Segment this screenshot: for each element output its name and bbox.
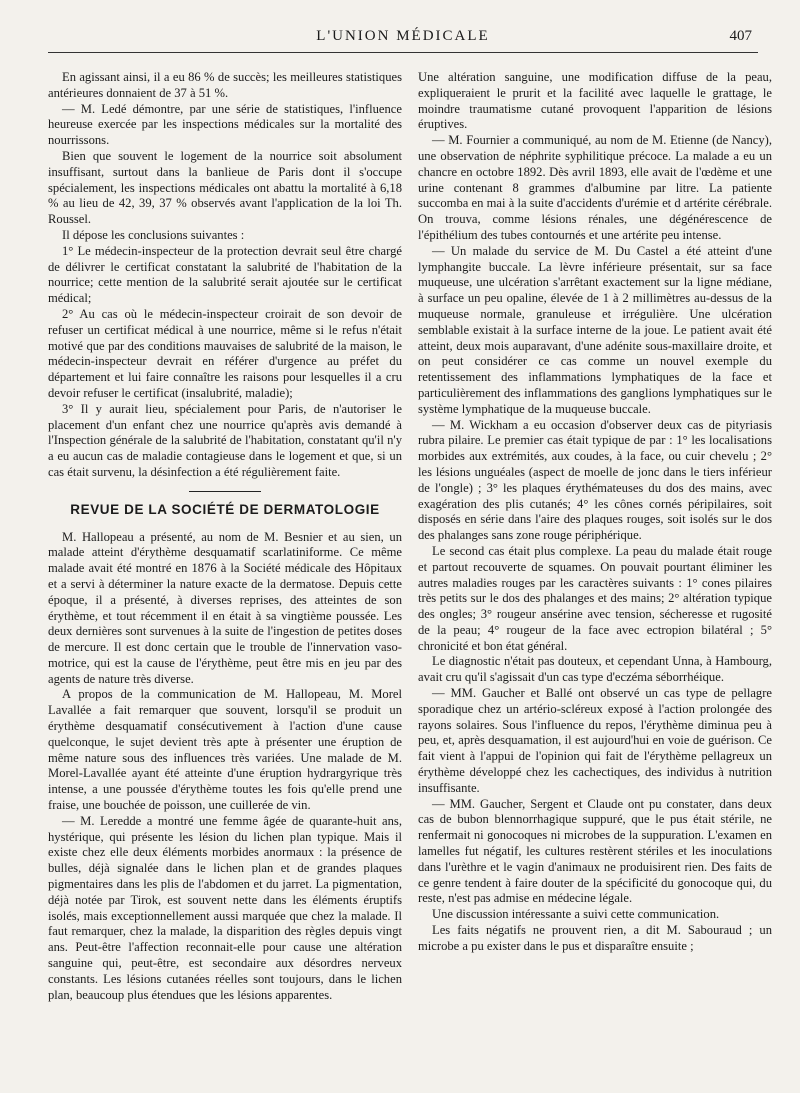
paragraph: — M. Leredde a montré une femme âgée de quarante-huit ans, hystérique, qui présente les lésion du lichen plan typique. Mais il existe chez elle deux éléments morbides anormaux : la présence de bulles, déjà signalée dans le lichen plan et de grandes plaques pigmentaires dans les plis de l'abdomen et du jarret. La pigmentation, déjà notée par Tirok, est souvent nette dans les éléments éruptifs isolés, mais exceptionnellement aussi marquée que chez la malade. Il faut remarquer, chez la malade, la disparition des règles depuis vingt ans. Peut-être l'affection reconnait-elle pour cause une altération sanguine qui, peut-être, est secondaire aux désordres nerveux constants. Les lésions cutanées réelles sont toujours, dans le lichen plan, beaucoup plus étendues que les lésions apparentes.: [48, 813, 402, 1002]
paragraph: Une discussion intéressante a suivi cette communication.: [432, 907, 720, 922]
running-header: [48, 26, 758, 53]
paragraph: — M. Wickham a eu occasion d'observer deux cas de pityriasis rubra pilaire. Le premier cas était typique de par : 1° les localisations morbides aux extrémités, aux coudes, à la face, ou cuir chevelu ; 2° les lésions unguéales (aspect de moelle de jonc dans le tiers inférieur de l'ongle) ; 3° les plaques érythémateuses du dos des mains, avec exagération des plis cutanés; 4° les cônes cornés péripilaires, soit disposés en série dans l'aire des plaques rouges, soit isolés sur le dos des phalanges sans zone rouge périphérique.: [418, 417, 772, 543]
paragraph: En agissant ainsi, il a eu 86 % de succès; les meilleures statistiques antérieures donnaient de 37 à 51 %.: [48, 70, 402, 100]
separator-rule: [189, 491, 261, 492]
journal-title: L'UNION MÉDICALE: [316, 28, 490, 44]
paragraph: M. Hallopeau a présenté, au nom de M. Besnier et au sien, un malade atteint d'érythème desquamatif scarlatiniforme. Ce même malade avait été montré en 1876 à la Société médicale des Hôpitaux et a servi à déterminer la nature exacte de la dermatose. Depuis cette époque, il a présenté, à diverses reprises, des atteintes de son érythème, et tout récemment il en était à sa vingtième poussée. Les deux dernières sont survenues à la suite de l'ingestion de petites doses de mercure. Il est donc certain que le trouble de l'innervation vaso-motrice, qui est la cause de l'érythème, peut être mis en jeu par des agents de nature très diverse.: [48, 529, 402, 686]
paragraph: 2° Au cas où le médecin-inspecteur croirait de son devoir de refuser un certificat médical à une nourrice, même si le refus n'était motivé que par des conditions mauvaises de salubrité de la maison, le médecin-inspecteur devrait en référer d'urgence au préfet du département et lui faire connaître les raisons pour lesquelles il a cru devoir refuser le certificat (insalubrité, maladie);: [48, 306, 402, 400]
paragraph: Il dépose les conclusions suivantes :: [62, 227, 245, 242]
right-column: [418, 70, 772, 955]
paragraph: Les faits négatifs ne prouvent rien, a dit M. Sabouraud ; un microbe a pu exister dans le pus et disparaître ensuite ;: [418, 923, 772, 953]
paragraph: 3° Il y aurait lieu, spécialement pour Paris, de n'autoriser le placement d'un enfant chez une nourrice qu'après avis demandé à l'Inspection générale de la salubrité de l'habitation, constatant qu'il n'y a eu aucun cas de maladie contagieuse dans le logement et que, si un cas était survenu, la désinfection a été régulièrement faite.: [48, 401, 402, 479]
paragraph: Bien que souvent le logement de la nourrice soit absolument insuffisant, surtout dans la banlieue de Paris dont il s'occupe spécialement, les inspections médicales ont abattu la mortalité à 6,18 % au lieu de 42, 39, 37 % observés avant l'application de la loi Th. Roussel.: [48, 148, 402, 227]
paragraph: Le second cas était plus complexe. La peau du malade était rouge et partout recouverte de squames. On pouvait pourtant éliminer les autres maladies rouges par les caractères suivants : 1° cones pilaires très petits sur le dos des phalanges et des mains; 2° altération typique des ongles; 3° rougeur ansérine avec tension, sécheresse et rugosité de la peau; 4° rougeur de la face avec ectropion bilatéral ; 5° chronicité et bon état général.: [418, 543, 772, 653]
paragraph: — MM. Gaucher, Sergent et Claude ont pu constater, dans deux cas de bubon blennorrhagique suppuré, que le pus était stérile, ne renfermait ni gonocoques ni microbes de la suppuration. L'examen en lamelles fut négatif, les cultures restèrent stériles et les inoculations dans l'urèthre et le vagin d'animaux ne produisirent rien. Des faits de ce genre tendent à faire douter de la spécificité du gonocoque qui, du reste, n'est pas admise en médecine légale.: [418, 796, 772, 906]
paragraph: Une altération sanguine, une modification diffuse de la peau, expliqueraient le prurit et la facilité avec laquelle le grattage, le moindre traumatisme cutané provoquent l'apparition de lésions éruptives.: [418, 70, 772, 132]
page-number: 407: [729, 28, 752, 44]
paragraph: A propos de la communication de M. Hallopeau, M. Morel Lavallée a fait remarquer que souvent, lorsqu'il se produit un érythème desquamatif consécutivement à l'action d'une cause quelconque, le sujet devient très apte à présenter une éruption de même nature sous des influences très variées. Une malade de M. Morel-Lavallée ayant été atteinte d'une éruption hydrargyrique très intense, a une poussée d'érythème toutes les fois qu'elle prend une fraise, une bouchée de poisson, une cuillerée de vin.: [48, 687, 402, 813]
paragraph: Le diagnostic n'était pas douteux, et cependant Unna, à Hambourg, avait cru qu'il s'agissait d'un cas type d'eczéma séborrhéique.: [418, 654, 772, 685]
paragraph: 1° Le médecin-inspecteur de la protection devrait seul être chargé de délivrer le certificat constatant la salubrité de l'habitation de la nourrice; cette mention de la salubrité serait ajoutée sur le certificat médical;: [48, 243, 402, 306]
paragraph: — M. Fournier a communiqué, au nom de M. Etienne (de Nancy), une observation de néphrite syphilitique précoce. La malade a eu un chancre en octobre 1892. Dès avril 1893, elle avait de l'œdème et une urine contenant 8 grammes d'albumine par litre. La patiente succomba en mai à la suite d'accidents d'urémie et d artérite cérébrale. On trouva, comme lésions rénales, une dégénérescence de l'épithélium des tubes contournés et une artérite peu intense.: [418, 133, 772, 242]
section-heading: REVUE DE LA SOCIÉTÉ DE DERMATOLOGIE: [70, 501, 380, 517]
paragraph: — MM. Gaucher et Ballé ont observé un cas type de pellagre sporadique chez un artério-scléreux exposé à l'action prolongée des rayons solaires. Sous l'influence du repos, l'érythème diminua peu à peu, et, après desquamation, il est aujourd'hui en voie de guérison. Ce fait vient à l'appui de l'opinion qui fait de l'érythème pellagreux un érythème développé chez les cachectiques, des individus à nutrition insuffisante.: [418, 686, 772, 795]
paragraph: — Un malade du service de M. Du Castel a été atteint d'une lymphangite buccale. La lèvre inférieure présentait, sur sa face muqueuse, une ulcération s'arrêtant exactement sur la ligne médiane, à surface un peu opaline, élevée de 1 à 2 millimètres au-dessus de la muqueuse normale, granuleuse et irrégulière. Une ulcération semblable existait à la surface interne de la joue. Le patient avait été atteint, deux mois auparavant, d'une adénite sous-maxillaire droite, et on peut considérer ce cas comme un nouvel exemple du retentissement des inflammations lymphatiques de la face et particulièrement des inflammations des ganglions lymphatiques sur le système lymphatique de la muqueuse buccale.: [418, 243, 772, 416]
paragraph: — M. Ledé démontre, par une série de statistiques, l'influence heureuse exercée par les inspections médicales sur la mortalité des nourrissons.: [48, 101, 402, 148]
left-column: [48, 70, 402, 1003]
